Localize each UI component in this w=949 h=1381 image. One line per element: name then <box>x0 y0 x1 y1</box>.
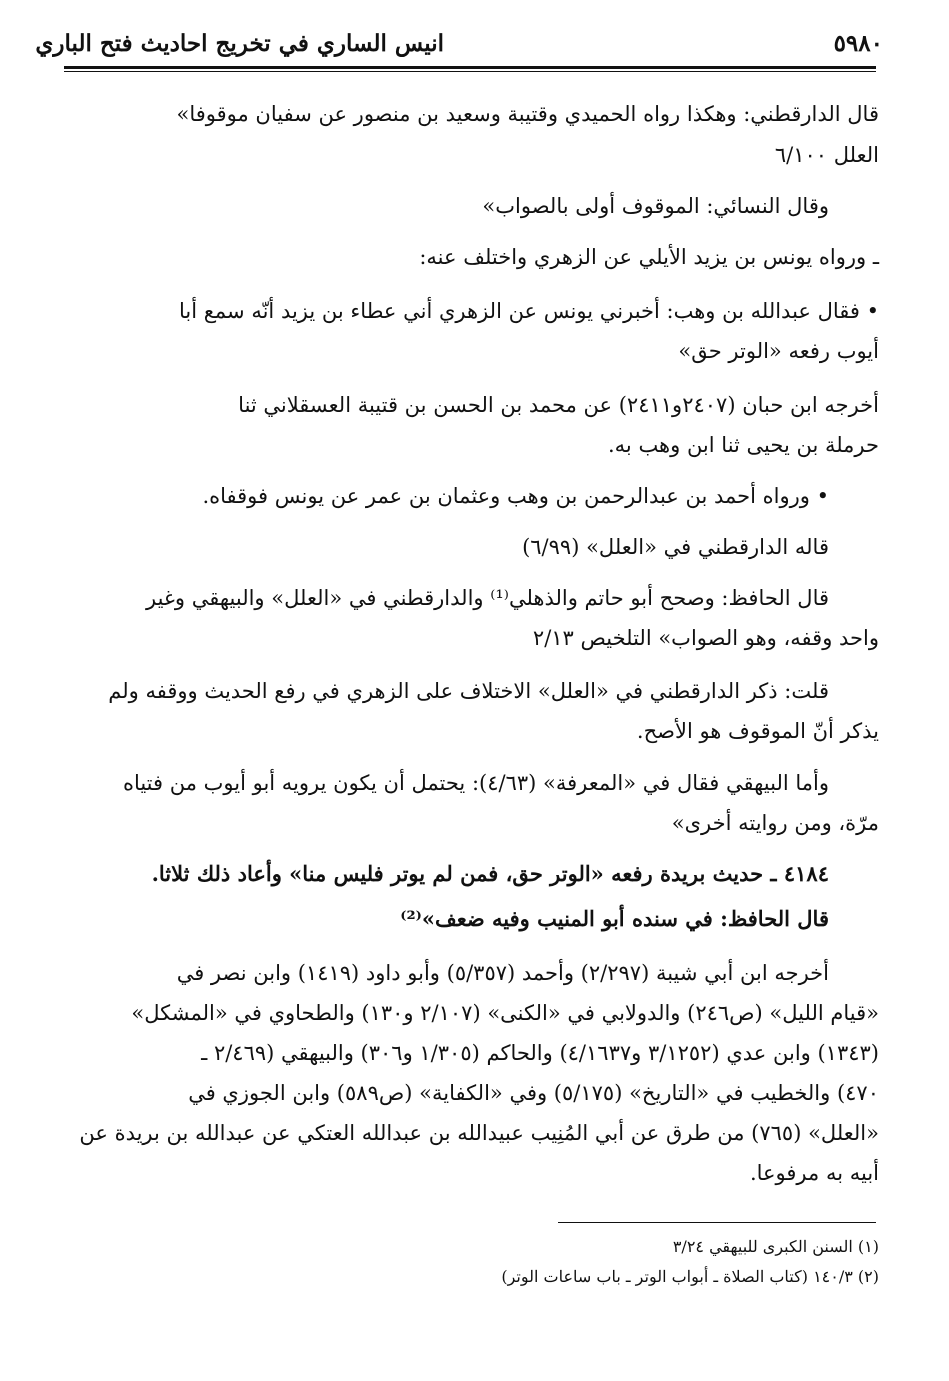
body-line: • ورواه أحمد بن عبدالرحمن بن وهب وعثمان بن عمر عن يونس فوقفاه. <box>202 484 829 508</box>
body-line: وأما البيهقي فقال في «المعرفة» (٤/٦٣): يحتمل أن يكون يرويه أبو أيوب من فتياه <box>122 771 829 795</box>
body-line: (١٣٤٣) وابن عدي (٣/١٢٥٢ و٤/١٦٣٧) والحاكم (١/٣٠٥ و٣٠٦) والبيهقي (٢/٤٦٩ ـ <box>201 1041 879 1065</box>
body-line: قال الحافظ: في سنده أبو المنيب وفيه ضعف»⁽²⁾ <box>400 906 829 931</box>
body-line: «العلل» (٧٦٥) من طرق عن أبي المُنِيب عبيدالله بن عبدالله العتكي عن عبدالله بن بريدة عن <box>79 1121 879 1145</box>
body-line: ٤٧٠) والخطيب في «التاريخ» (٥/١٧٥) وفي «الكفاية» (ص٥٨٩) وابن الجوزي في <box>188 1081 879 1105</box>
body-line: أخرجه ابن أبي شيبة (٢/٢٩٧) وأحمد (٥/٣٥٧) وأبو داود (١٤١٩) وابن نصر في <box>176 961 829 985</box>
body-line: أيوب رفعه «الوتر حق» <box>678 339 879 363</box>
body-line: قال الدارقطني: وهكذا رواه الحميدي وقتيبة وسعيد بن منصور عن سفيان موقوفا» <box>176 102 879 126</box>
body-line: قاله الدارقطني في «العلل» (٦/٩٩) <box>522 535 829 559</box>
body-line: أبيه به مرفوعا. <box>749 1161 879 1185</box>
body-line: قلت: ذكر الدارقطني في «العلل» الاختلاف على الزهري في رفع الحديث ووقفه ولم <box>108 679 829 703</box>
body-line: وقال النسائي: الموقوف أولى بالصواب» <box>482 194 829 218</box>
running-header-title: انيس الساري في تخريج احاديث فتح الباري <box>35 30 444 57</box>
body-line: أخرجه ابن حبان (٢٤٠٧و٢٤١١) عن محمد بن الحسن بن قتيبة العسقلاني ثنا <box>238 393 879 417</box>
body-line: حرملة بن يحيى ثنا ابن وهب به. <box>607 433 879 457</box>
page-number: ٥٩٨٠ <box>833 30 883 57</box>
footnote-rule <box>558 1222 876 1223</box>
hadith-heading: ٤١٨٤ ـ حديث بريدة رفعه «الوتر حق، فمن لم يوتر فليس منا» وأعاد ذلك ثلاثا. <box>151 861 829 886</box>
body-line: العلل ٦/١٠٠ <box>774 143 879 167</box>
footnote: (١) السنن الكبرى للبيهقي ٣/٢٤ <box>672 1237 879 1256</box>
header-rule <box>64 66 876 69</box>
body-line: مرّة، ومن روايته أخرى» <box>671 811 879 835</box>
body-line: واحد وقفه، وهو الصواب» التلخيص ٢/١٣ <box>532 626 879 650</box>
body-line: ـ ورواه يونس بن يزيد الأيلي عن الزهري واختلف عنه: <box>419 245 879 269</box>
body-line: يذكر أنّ الموقوف هو الأصح. <box>636 719 879 743</box>
body-line: قال الحافظ: وصحح أبو حاتم والذهلي⁽¹⁾ والدارقطني في «العلل» والبيهقي وغير <box>146 586 829 610</box>
body-line: «قيام الليل» (ص٢٤٦) والدولابي في «الكنى» (٢/١٠٧ و١٣٠) والطحاوي في «المشكل» <box>131 1001 879 1025</box>
header-rule-thin <box>64 71 876 72</box>
body-line: • فقال عبدالله بن وهب: أخبرني يونس عن الزهري أني عطاء بن يزيد أنّه سمع أبا <box>178 299 879 323</box>
footnote: (٢) ١٤٠/٣ (كتاب الصلاة ـ أبواب الوتر ـ باب ساعات الوتر) <box>501 1267 879 1286</box>
